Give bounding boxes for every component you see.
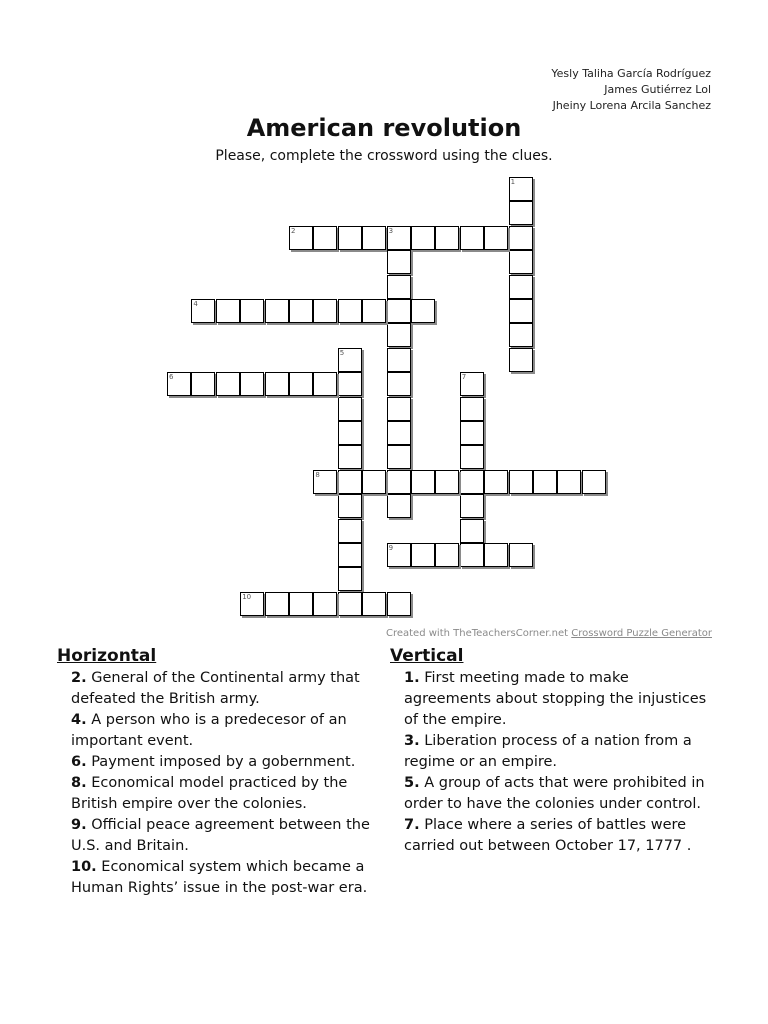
crossword-cell[interactable] (387, 226, 411, 250)
cell-number: 4 (193, 300, 198, 308)
clue-text: Liberation process of a nation from a regime or an empire. (404, 733, 692, 770)
crossword-cell[interactable] (460, 543, 484, 567)
crossword-cell[interactable] (387, 250, 411, 274)
crossword-cell[interactable] (167, 372, 191, 396)
clue-text: Economical system which became a Human Rights’ issue in the post-war era. (71, 859, 368, 896)
clue-number: 9. (71, 817, 87, 833)
cell-number: 6 (169, 373, 174, 382)
clue-number: 7. (404, 817, 420, 833)
crossword-cell[interactable] (338, 226, 362, 250)
crossword-cell[interactable] (289, 226, 313, 250)
crossword-cell[interactable] (265, 372, 289, 396)
crossword-cell[interactable] (460, 519, 484, 543)
clue-text: A group of acts that were prohibited in order to have the colonies under control. (404, 775, 705, 812)
crossword-cell[interactable] (338, 543, 362, 567)
crossword-cell[interactable] (387, 592, 411, 616)
crossword-cell[interactable] (387, 421, 411, 445)
crossword-cell[interactable] (557, 470, 581, 494)
clue-number: 2. (71, 670, 87, 686)
crossword-cell[interactable] (435, 543, 459, 567)
crossword-cell[interactable] (411, 299, 435, 323)
crossword-cell[interactable] (338, 592, 362, 616)
crossword-cell[interactable] (460, 421, 484, 445)
crossword-cell[interactable] (289, 299, 313, 323)
clue-text: Place where a series of battles were carried out between October 17, 1777 . (404, 817, 692, 854)
cell-number: 5 (339, 348, 345, 357)
crossword-cell[interactable] (362, 470, 386, 494)
generator-link[interactable]: Crossword Puzzle Generator (571, 628, 712, 639)
page-subtitle: Please, complete the crossword using the clues. (215, 148, 553, 164)
crossword-cell[interactable] (509, 323, 533, 347)
crossword-cell[interactable] (289, 592, 313, 616)
crossword-cell[interactable] (509, 275, 533, 299)
crossword-cell[interactable] (387, 470, 411, 494)
clue-down-7 (404, 815, 715, 857)
crossword-cell[interactable] (460, 226, 484, 250)
crossword-cell[interactable] (265, 299, 289, 323)
clue-number: 3. (404, 733, 420, 749)
author-1: Yesly Taliha García Rodríguez (551, 67, 711, 80)
crossword-cell[interactable] (265, 592, 289, 616)
crossword-cell[interactable] (460, 372, 484, 396)
cell-number: 8 (315, 470, 320, 479)
crossword-cell[interactable] (338, 421, 362, 445)
crossword-cell[interactable] (387, 299, 411, 323)
crossword-cell[interactable] (509, 177, 533, 201)
crossword-cell[interactable] (338, 372, 362, 396)
horizontal-clues (57, 644, 382, 899)
crossword-cell[interactable] (509, 470, 533, 494)
cell-number: 3 (388, 226, 394, 235)
crossword-cell[interactable] (460, 470, 484, 494)
clue-down-3 (404, 731, 715, 773)
crossword-cell[interactable] (509, 250, 533, 274)
clue-text: First meeting made to make agreements about stopping the injustices of the empire. (404, 670, 707, 728)
crossword-cell[interactable] (313, 226, 337, 250)
crossword-cell[interactable] (484, 226, 508, 250)
crossword-cell[interactable] (387, 372, 411, 396)
crossword-cell[interactable] (240, 299, 264, 323)
cell-number: 10 (242, 592, 252, 601)
crossword-cell[interactable] (509, 226, 533, 250)
crossword-cell[interactable] (460, 494, 484, 518)
clue-number: 1. (404, 670, 420, 686)
clue-across-8 (71, 773, 382, 815)
crossword-cell[interactable] (509, 348, 533, 372)
crossword-cell[interactable] (484, 543, 508, 567)
crossword-cell[interactable] (240, 372, 264, 396)
clue-text: A person who is a predecesor of an important event. (71, 712, 347, 749)
vertical-heading: Vertical (390, 646, 464, 666)
crossword-cell[interactable] (338, 445, 362, 469)
crossword-cell[interactable] (411, 226, 435, 250)
crossword-cell[interactable] (387, 543, 411, 567)
clue-across-9 (71, 815, 382, 857)
clue-number: 6. (71, 754, 87, 770)
clue-text: General of the Continental army that defeated the British army. (71, 670, 360, 707)
clue-number: 8. (71, 775, 87, 791)
crossword-cell[interactable] (582, 470, 606, 494)
crossword-cell[interactable] (460, 397, 484, 421)
cell-number: 9 (388, 544, 394, 552)
crossword-cell[interactable] (411, 470, 435, 494)
crossword-cell[interactable] (411, 543, 435, 567)
crossword-cell[interactable] (338, 348, 362, 372)
crossword-cell[interactable] (338, 519, 362, 543)
clue-across-6 (71, 752, 382, 773)
clue-text: Economical model practiced by the British empire over the colonies. (71, 775, 348, 812)
crossword-cell[interactable] (191, 372, 215, 396)
clue-across-2 (71, 668, 382, 710)
author-2: James Gutiérrez Lol (604, 83, 711, 96)
crossword-cell[interactable] (313, 470, 337, 494)
crossword-cell[interactable] (362, 226, 386, 250)
crossword-cell[interactable] (387, 445, 411, 469)
crossword-cell[interactable] (387, 494, 411, 518)
clue-down-5 (404, 773, 715, 815)
clue-text: Payment imposed by a gobernment. (91, 754, 356, 770)
crossword-cell[interactable] (216, 372, 240, 396)
crossword-cell[interactable] (338, 299, 362, 323)
clue-text: Official peace agreement between the U.S. and Britain. (71, 817, 370, 854)
clue-number: 10. (71, 859, 97, 875)
cell-number: 2 (291, 226, 296, 235)
vertical-clues (390, 644, 715, 857)
crossword-cell[interactable] (313, 299, 337, 323)
author-3: Jheiny Lorena Arcila Sanchez (552, 99, 711, 112)
crossword-cell[interactable] (435, 226, 459, 250)
crossword-cell[interactable] (509, 201, 533, 225)
crossword-cell[interactable] (387, 275, 411, 299)
crossword-cell[interactable] (338, 397, 362, 421)
crossword-cell[interactable] (338, 567, 362, 591)
clue-across-10 (71, 857, 382, 899)
page-title: American revolution (246, 114, 522, 142)
crossword-cell[interactable] (362, 299, 386, 323)
horizontal-heading: Horizontal (57, 646, 157, 666)
crossword-cell[interactable] (387, 348, 411, 372)
crossword-cell[interactable] (509, 299, 533, 323)
clue-number: 5. (404, 775, 420, 791)
crossword-cell[interactable] (435, 470, 459, 494)
crossword-cell[interactable] (338, 494, 362, 518)
crossword-cell[interactable] (509, 543, 533, 567)
crossword-cell[interactable] (460, 445, 484, 469)
clue-down-1 (404, 668, 715, 731)
crossword-cell[interactable] (313, 372, 337, 396)
crossword-cell[interactable] (240, 592, 264, 616)
clue-number: 4. (71, 712, 87, 728)
crossword-cell[interactable] (362, 592, 386, 616)
crossword-cell[interactable] (533, 470, 557, 494)
cell-number: 7 (461, 373, 467, 382)
crossword-cell[interactable] (338, 470, 362, 494)
crossword-cell[interactable] (191, 299, 215, 323)
credit-line (386, 628, 712, 639)
cell-number: 1 (510, 178, 516, 186)
crossword-cell[interactable] (313, 592, 337, 616)
crossword-cell[interactable] (387, 397, 411, 421)
crossword-cell[interactable] (216, 299, 240, 323)
crossword-cell[interactable] (289, 372, 313, 396)
crossword-cell[interactable] (484, 470, 508, 494)
crossword-cell[interactable] (387, 323, 411, 347)
clue-across-4 (71, 710, 382, 752)
credit-text: Created with TheTeachersCorner.net (385, 628, 569, 639)
